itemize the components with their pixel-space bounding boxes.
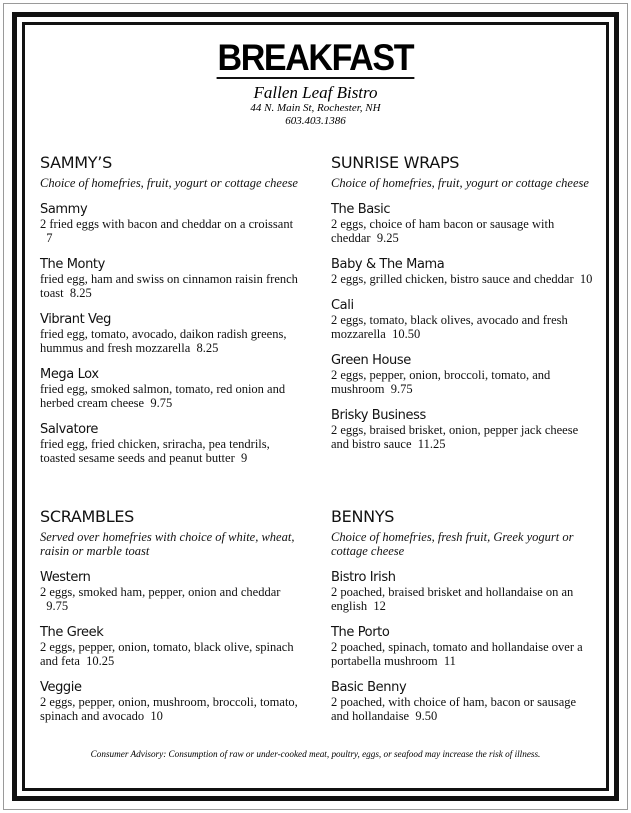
item-name: Cali [331,298,354,313]
item-price: 10 [579,272,593,286]
item-description: 2 eggs, choice of ham bacon or sausage with cheddar [331,217,555,245]
item-price: 10.50 [392,327,421,341]
item-price: 9.75 [390,382,413,396]
section-note: Choice of homefries, fruit, yogurt or cottage cheese [331,176,589,190]
menu-item [331,408,593,451]
item-price: 9.25 [376,231,399,245]
menu-title: BREAKFAST [217,37,414,78]
menu-item [331,680,593,723]
bistro-name: Fallen Leaf Bistro [253,83,378,102]
menu-item [331,298,593,341]
item-description: 2 eggs, smoked ham, pepper, onion and cheddar [40,585,281,599]
section-sammys [40,153,302,465]
item-description: 2 eggs, pepper, onion, mushroom, broccoli, tomato, spinach and avocado [40,695,298,723]
item-price: 12 [373,599,386,613]
menu-header [0,37,631,128]
item-description: 2 poached, spinach, tomato and hollandaise over a portabella mushroom [331,640,583,668]
item-description: 2 eggs, pepper, onion, tomato, black olive, spinach and feta [40,640,294,668]
menu-item [331,202,593,245]
bistro-address: 44 N. Main St, Rochester, NH [250,102,381,114]
menu-item [40,257,302,300]
item-name: Basic Benny [331,680,407,695]
menu-item [40,625,302,668]
item-price: 7 [46,231,53,245]
item-price: 9.50 [415,709,438,723]
item-name: The Monty [40,257,105,272]
item-price: 11 [443,654,456,668]
item-name: Western [40,570,91,585]
item-description: fried egg, smoked salmon, tomato, red onion and herbed cream cheese [40,382,286,410]
item-description: 2 poached, with choice of ham, bacon or sausage and hollandaise [331,695,577,723]
item-name: Brisky Business [331,408,426,423]
bistro-phone: 603.403.1386 [285,115,346,127]
item-description: fried egg, tomato, avocado, daikon radish greens, hummus and fresh mozzarella [40,327,287,355]
section-note: Served over homefries with choice of white, wheat, raisin or marble toast [40,530,295,558]
item-name: Bistro Irish [331,570,396,585]
menu-item [40,367,302,410]
item-description: fried egg, fried chicken, sriracha, pea tendrils, toasted sesame seeds and peanut butter [40,437,270,465]
item-name: The Porto [331,625,390,640]
section-title: SAMMY’S [40,153,112,172]
item-name: Veggie [40,680,82,695]
section-sunrise-wraps [331,153,593,451]
menu-item [40,680,302,723]
item-description: 2 eggs, grilled chicken, bistro sauce and cheddar [331,272,574,286]
item-price: 11.25 [417,437,446,451]
section-scrambles [40,507,302,723]
menu-item [331,570,593,613]
menu-item [40,202,302,245]
item-name: Baby & The Mama [331,257,445,272]
item-name: Salvatore [40,422,98,437]
item-price: 8.25 [196,341,219,355]
section-title: SUNRISE WRAPS [331,153,460,172]
consumer-advisory: Consumer Advisory: Consumption of raw or under-cooked meat, poultry, eggs, or seafood may increase the risk of illness. [90,749,541,759]
menu-item [40,422,302,465]
item-price: 9 [240,451,248,465]
item-description: 2 fried eggs with bacon and cheddar on a croissant [40,217,294,231]
menu-item [331,353,593,396]
item-description: 2 eggs, braised brisket, onion, pepper jack cheese and bistro sauce [331,423,579,451]
menu-item [40,312,302,355]
menu-item [331,257,593,286]
item-description: 2 eggs, pepper, onion, broccoli, tomato, and mushroom [331,368,551,396]
item-name: Sammy [40,202,88,217]
section-note: Choice of homefries, fruit, yogurt or cottage cheese [40,176,298,190]
item-price: 9.75 [150,396,173,410]
menu-item [40,570,302,613]
item-name: Green House [331,353,411,368]
item-name: Vibrant Veg [40,312,111,327]
item-description: fried egg, ham and swiss on cinnamon raisin french toast [40,272,298,300]
item-name: The Greek [40,625,104,640]
section-bennys [331,507,593,723]
item-price: 10 [150,709,163,723]
item-price: 10.25 [86,654,115,668]
item-description: 2 poached, braised brisket and hollandaise on an english [331,585,574,613]
item-price: 8.25 [69,286,92,300]
section-note: Choice of homefries, fresh fruit, Greek yogurt or cottage cheese [331,530,574,558]
item-description: 2 eggs, tomato, black olives, avocado and fresh mozzarella [331,313,568,341]
menu-item [331,625,593,668]
section-title: BENNYS [331,507,395,526]
item-name: Mega Lox [40,367,99,382]
item-price: 9.75 [46,599,69,613]
section-title: SCRAMBLES [40,507,135,526]
item-name: The Basic [331,202,391,217]
